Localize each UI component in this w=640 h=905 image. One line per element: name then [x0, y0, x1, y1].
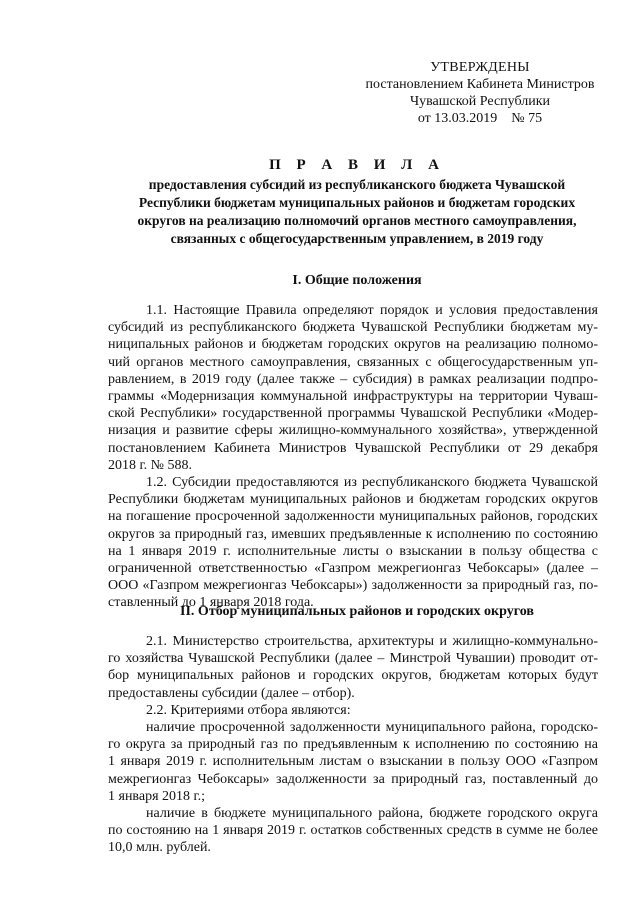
document-subtitle-line: предоставления субсидий из республиканского бюджета Чувашской: [148, 177, 566, 192]
text-line: чий органов местного самоуправления, связанных с общегосударственным уп-: [108, 354, 598, 370]
document-title: П Р А В И Л А: [269, 157, 445, 173]
document-subtitle-line: Республики бюджетам муниципальных районов и бюджетам городских: [138, 195, 576, 210]
text-line: ской Республики» государственной программы Чувашской Республики «Модер-: [108, 406, 598, 422]
text-line: бор муниципальных районов и городских округов, бюджетам которых будут: [108, 668, 598, 684]
text-line: по состоянию на 1 января 2019 г. остатков собственных средств в сумме не более: [108, 823, 598, 839]
text-line: субсидий из республиканского бюджета Чувашской Республики бюджетам му-: [108, 320, 598, 336]
text-line: на 1 января 2019 г. исполнительные листы о взыскании в пользу общества с: [108, 543, 598, 559]
text-line: равлением, в 2019 году (далее также – субсидия) в рамках реализации подпро-: [108, 371, 598, 387]
text-line: го округа за природный газ по предъявленным к исполнению по состоянию на: [108, 737, 598, 753]
text-line: 1 января 2018 г.;: [108, 788, 206, 804]
approval-line: Чувашской Республики: [409, 94, 551, 109]
text-line: ставленный до 1 января 2018 года.: [108, 595, 314, 611]
text-line: на погашение просроченной задолженности муниципальных районов, городских: [108, 509, 598, 525]
approval-date-number: от 13.03.2019 № 75: [417, 111, 543, 126]
text-line: низация и развитие сферы жилищно-коммунального хозяйства», утвержденной: [108, 423, 598, 439]
document-title-block: [108, 156, 606, 248]
text-line: го хозяйства Чувашской Республики (далее – Минстрой Чувашии) проводит от-: [108, 651, 598, 667]
text-line: округов за природный газ, имевших предъявленные к исполнению по состоянию: [108, 526, 598, 542]
text-line: 1.2. Субсидии предоставляются из республиканского бюджета Чувашской: [146, 475, 598, 491]
text-line: ниципальных районов и бюджетам городских округов на реализацию полномо-: [108, 337, 598, 353]
text-line: граммы «Модернизация коммунальной инфраструктуры на территории Чуваш-: [108, 389, 598, 405]
text-line: 1.1. Настоящие Правила определяют порядок и условия предоставления: [146, 303, 598, 318]
paragraph-2: [108, 633, 598, 857]
section-heading-selection: II. Отбор муниципальных районов и городских округов: [180, 604, 534, 619]
text-line: ограниченной ответственностью «Газпром межрегионгаз Чебоксары» (далее –: [108, 561, 598, 577]
text-line: 2.1. Министерство строительства, архитектуры и жилищно-коммунально-: [146, 634, 598, 649]
text-line: 2.2. Критериями отбора являются:: [146, 702, 351, 718]
text-line: наличие просроченной задолженности муниципального района, городско-: [146, 720, 598, 736]
document-subtitle-line: связанных с общегосударственным управлением, в 2019 году: [170, 231, 544, 246]
text-line: межрегионгаз Чебоксары» задолженности за природный газ, поставленный до: [108, 771, 598, 787]
text-line: предоставлены субсидии (далее – отбор).: [108, 685, 355, 701]
approval-line: постановлением Кабинета Министров: [365, 77, 595, 92]
section-heading-general: I. Общие положения: [292, 273, 422, 288]
text-line: 2018 г. № 588.: [108, 457, 193, 473]
text-line: 10,0 млн. рублей.: [108, 840, 211, 856]
approval-heading: УТВЕРЖДЕНЫ: [430, 60, 530, 75]
text-line: наличие в бюджете муниципального района, бюджете городского округа: [146, 806, 598, 822]
document-subtitle-line: округов на реализацию полномочий органов местного самоуправления,: [137, 213, 577, 228]
text-line: постановлением Кабинета Министров Чувашской Республики от 29 декабря: [108, 440, 598, 456]
approval-stamp: [360, 59, 600, 127]
text-line: 1 января 2019 г. исполнительным листам о взыскании в пользу ООО «Газпром: [108, 754, 598, 770]
paragraph-1-1: [108, 302, 598, 612]
text-line: Республики бюджетам муниципальных районов и бюджетам городских округов: [108, 492, 598, 508]
text-line: ООО «Газпром межрегионгаз Чебоксары») задолженности за природный газ, по-: [108, 578, 598, 594]
